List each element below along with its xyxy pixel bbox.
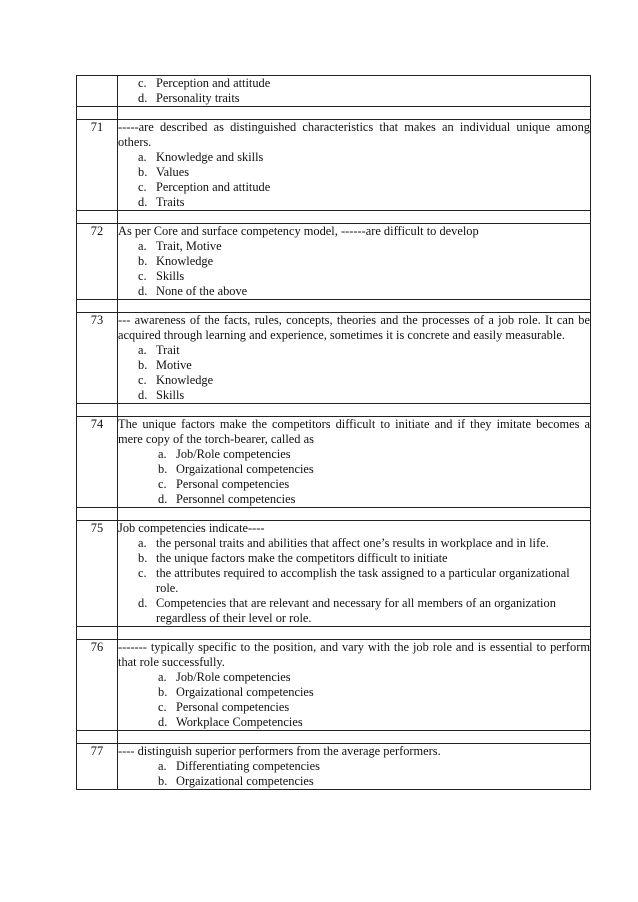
option-letter: b. [138,551,148,565]
option-text: Workplace Competencies [176,715,303,729]
question-body-cell [118,521,591,627]
option-item [118,536,590,551]
option-letter: d. [138,195,148,209]
option-letter: d. [138,388,148,402]
options-list [118,670,590,730]
option-letter: c. [158,477,167,491]
option-item [118,76,590,91]
option-letter: c. [138,269,147,283]
question-number-cell [77,76,118,107]
option-letter: b. [158,685,168,699]
spacer-row [77,300,591,313]
question-number: 74 [77,417,118,508]
option-text: Knowledge and skills [156,150,264,164]
option-text: Differentiating competencies [176,759,320,773]
option-text: Values [156,165,190,179]
option-letter: b. [138,254,148,268]
option-item [118,462,590,477]
options-list [118,536,590,626]
option-letter: d. [158,715,168,729]
option-item [118,91,590,106]
option-letter: a. [158,670,167,684]
option-letter: c. [138,76,147,90]
continuation-row [77,76,591,107]
option-item [118,269,590,284]
option-letter: a. [138,150,147,164]
option-text: Traits [156,195,185,209]
option-text: Knowledge [156,254,214,268]
question-text: ---- distinguish superior performers from the average performers. [118,744,441,758]
option-item [118,685,590,700]
question-body-cell [118,640,591,731]
option-text: the personal traits and abilities that affect one’s results in workplace and in life. [156,536,549,550]
options-list [118,447,590,507]
spacer-row [77,731,591,744]
option-letter: d. [158,492,168,506]
question-body-cell [118,313,591,404]
option-item [118,358,590,373]
question-text: As per Core and surface competency model, ------are difficult to develop [118,224,479,238]
spacer-row [77,107,591,120]
question-row [77,120,591,211]
option-letter: c. [138,373,147,387]
option-letter: c. [138,566,147,580]
options-list [118,759,590,789]
spacer-row [77,627,591,640]
option-item [118,165,590,180]
spacer-row [77,404,591,417]
option-item [118,477,590,492]
question-number: 71 [77,120,118,211]
question-text: Job competencies indicate---- [118,521,265,535]
option-text: Skills [156,269,185,283]
option-letter: b. [138,165,148,179]
question-body-cell [118,120,591,211]
options-list [118,343,590,403]
option-item [118,180,590,195]
option-text: Perception and attitude [156,76,271,90]
option-text: Personnel competencies [176,492,296,506]
question-body-cell [118,76,591,107]
option-text: Knowledge [156,373,214,387]
question-row [77,521,591,627]
options-list [118,76,590,106]
option-item [118,239,590,254]
spacer-row [77,508,591,521]
option-text: the attributes required to accomplish the task assigned to a particular organizational role. [156,566,570,595]
question-body-cell [118,417,591,508]
option-letter: b. [138,358,148,372]
option-item [118,388,590,403]
question-number: 73 [77,313,118,404]
option-letter: d. [138,596,148,610]
option-item [118,150,590,165]
option-item [118,447,590,462]
option-item [118,596,590,626]
options-list [118,239,590,299]
question-text: -----are described as distinguished characteristics that makes an individual unique among others. [118,120,590,149]
option-text: Skills [156,388,185,402]
option-text: Orgaizational competencies [176,774,314,788]
option-item [118,759,590,774]
option-text: Trait [156,343,180,357]
option-letter: a. [138,239,147,253]
question-body-cell [118,224,591,300]
option-text: Job/Role competencies [176,670,291,684]
option-letter: a. [138,343,147,357]
option-text: None of the above [156,284,248,298]
option-letter: d. [138,91,148,105]
question-text: The unique factors make the competitors difficult to initiate and if they imitate becomes a mere copy of the torch-bearer, called as [118,417,590,446]
option-item [118,195,590,210]
question-row [77,640,591,731]
question-text: --- awareness of the facts, rules, concepts, theories and the processes of a job role. It can be acquired through learning and experience, sometimes it is concrete and easily measurable. [118,313,590,342]
question-row [77,313,591,404]
option-item [118,254,590,269]
options-list [118,150,590,210]
option-item [118,343,590,358]
option-letter: b. [158,462,168,476]
option-item [118,492,590,507]
question-row [77,224,591,300]
option-text: Motive [156,358,192,372]
question-number: 77 [77,744,118,790]
spacer-row [77,211,591,224]
option-item [118,284,590,299]
option-letter: a. [138,536,147,550]
option-text: Trait, Motive [156,239,222,253]
option-letter: a. [158,759,167,773]
option-item [118,774,590,789]
question-table [76,75,591,790]
question-body-cell [118,744,591,790]
question-number: 72 [77,224,118,300]
option-text: Competencies that are relevant and necessary for all members of an organization regardless of their level or role. [156,596,556,625]
option-item [118,670,590,685]
option-letter: d. [138,284,148,298]
option-item [118,373,590,388]
option-text: Orgaizational competencies [176,462,314,476]
question-row [77,417,591,508]
question-row [77,744,591,790]
option-letter: c. [158,700,167,714]
option-item [118,715,590,730]
option-text: Job/Role competencies [176,447,291,461]
option-letter: a. [158,447,167,461]
option-letter: c. [138,180,147,194]
option-item [118,700,590,715]
option-text: Orgaizational competencies [176,685,314,699]
question-number: 75 [77,521,118,627]
option-text: Personal competencies [176,700,290,714]
option-text: Personal competencies [176,477,290,491]
option-text: Personality traits [156,91,240,105]
option-letter: b. [158,774,168,788]
option-text: Perception and attitude [156,180,271,194]
question-text: ------- typically specific to the position, and vary with the job role and is essential to perform that role successfully. [118,640,590,669]
option-item [118,551,590,566]
option-text: the unique factors make the competitors difficult to initiate [156,551,448,565]
question-number: 76 [77,640,118,731]
option-item [118,566,590,596]
